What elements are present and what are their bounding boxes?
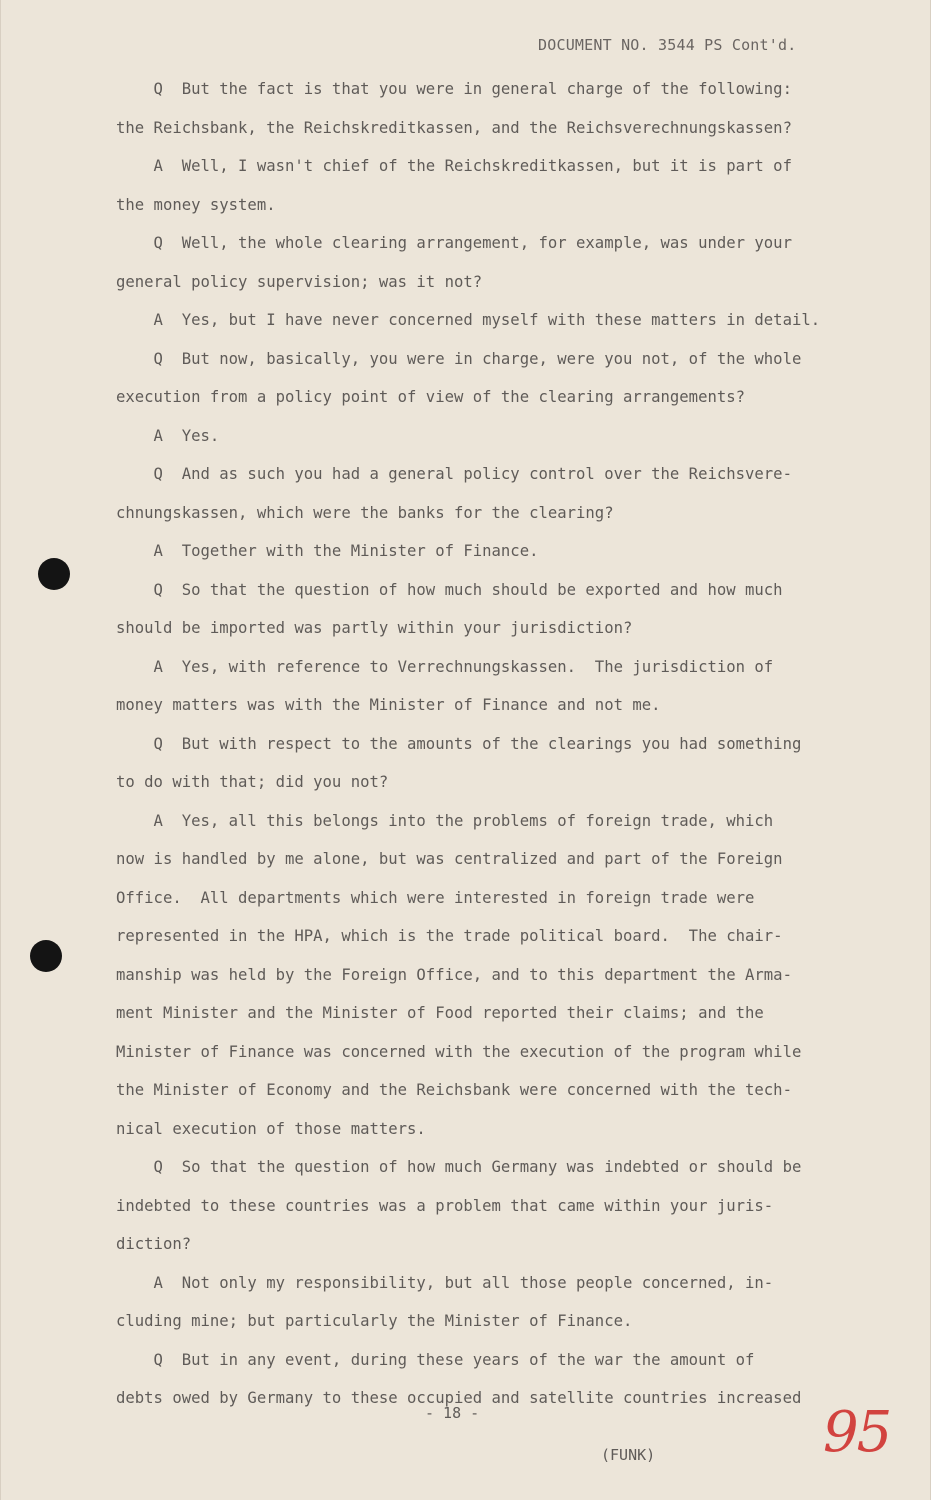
transcript-line: Q But the fact is that you were in general charge of the following:: [116, 80, 792, 98]
transcript-line: A Yes, with reference to Verrechnungskassen. The jurisdiction of: [116, 657, 774, 676]
transcript-line: nical execution of those matters.: [116, 1119, 426, 1138]
interrogation-transcript: [116, 70, 836, 1418]
transcript-line: Office. All departments which were interested in foreign trade were: [116, 888, 755, 907]
transcript-line: cluding mine; but particularly the Minister of Finance.: [116, 1312, 633, 1330]
handwritten-page-number: 95: [823, 1400, 891, 1465]
transcript-line: represented in the HPA, which is the trade political board. The chair-: [116, 927, 783, 945]
transcript-line: the Reichsbank, the Reichskreditkassen, and the Reichsverechnungskassen?: [116, 118, 792, 137]
transcript-line: Q But with respect to the amounts of the clearings you had something: [116, 734, 802, 753]
transcript-line: ment Minister and the Minister of Food reported their claims; and the: [116, 1004, 764, 1022]
transcript-line: A Not only my responsibility, but all those people concerned, in-: [116, 1273, 774, 1292]
punch-hole-icon: [30, 940, 62, 972]
transcript-line: A Yes, all this belongs into the problems of foreign trade, which: [116, 811, 774, 830]
transcript-line: Q Well, the whole clearing arrangement, for example, was under your: [116, 234, 792, 252]
transcript-line: Minister of Finance was concerned with the execution of the program while: [116, 1042, 802, 1061]
transcript-line: Q So that the question of how much should be exported and how much: [116, 580, 783, 599]
transcript-line: Q So that the question of how much Germany was indebted or should be: [116, 1158, 802, 1176]
transcript-line: Q And as such you had a general policy control over the Reichsvere-: [116, 465, 792, 483]
transcript-line: A Together with the Minister of Finance.: [116, 542, 539, 560]
document-reference: DOCUMENT NO. 3544 PS Cont'd.: [538, 36, 797, 54]
page-number: - 18 -: [425, 1404, 480, 1422]
transcript-line: indebted to these countries was a problem that came within your juris-: [116, 1196, 774, 1215]
transcript-line: general policy supervision; was it not?: [116, 272, 483, 291]
transcript-line: chnungskassen, which were the banks for the clearing?: [116, 503, 614, 522]
transcript-line: to do with that; did you not?: [116, 773, 389, 791]
transcript-line: Q But now, basically, you were in charge, were you not, of the whole: [116, 349, 802, 368]
transcript-line: now is handled by me alone, but was centralized and part of the Foreign: [116, 850, 783, 868]
transcript-line: manship was held by the Foreign Office, and to this department the Arma-: [116, 965, 792, 984]
transcript-line: A Yes.: [116, 426, 220, 445]
witness-name: (FUNK): [601, 1446, 656, 1464]
transcript-line: A Yes, but I have never concerned myself with these matters in detail.: [116, 311, 821, 329]
transcript-line: A Well, I wasn't chief of the Reichskreditkassen, but it is part of: [116, 157, 792, 175]
punch-hole-icon: [38, 558, 70, 590]
transcript-line: the Minister of Economy and the Reichsbank were concerned with the tech-: [116, 1081, 792, 1099]
transcript-line: execution from a policy point of view of the clearing arrangements?: [116, 388, 746, 406]
transcript-line: Q But in any event, during these years of the war the amount of: [116, 1350, 755, 1369]
transcript-line: the money system.: [116, 195, 276, 214]
transcript-line: debts owed by Germany to these occupied and satellite countries increased: [116, 1389, 802, 1407]
transcript-line: should be imported was partly within your jurisdiction?: [116, 619, 633, 637]
transcript-line: money matters was with the Minister of Finance and not me.: [116, 696, 661, 714]
transcript-line: diction?: [116, 1235, 192, 1253]
